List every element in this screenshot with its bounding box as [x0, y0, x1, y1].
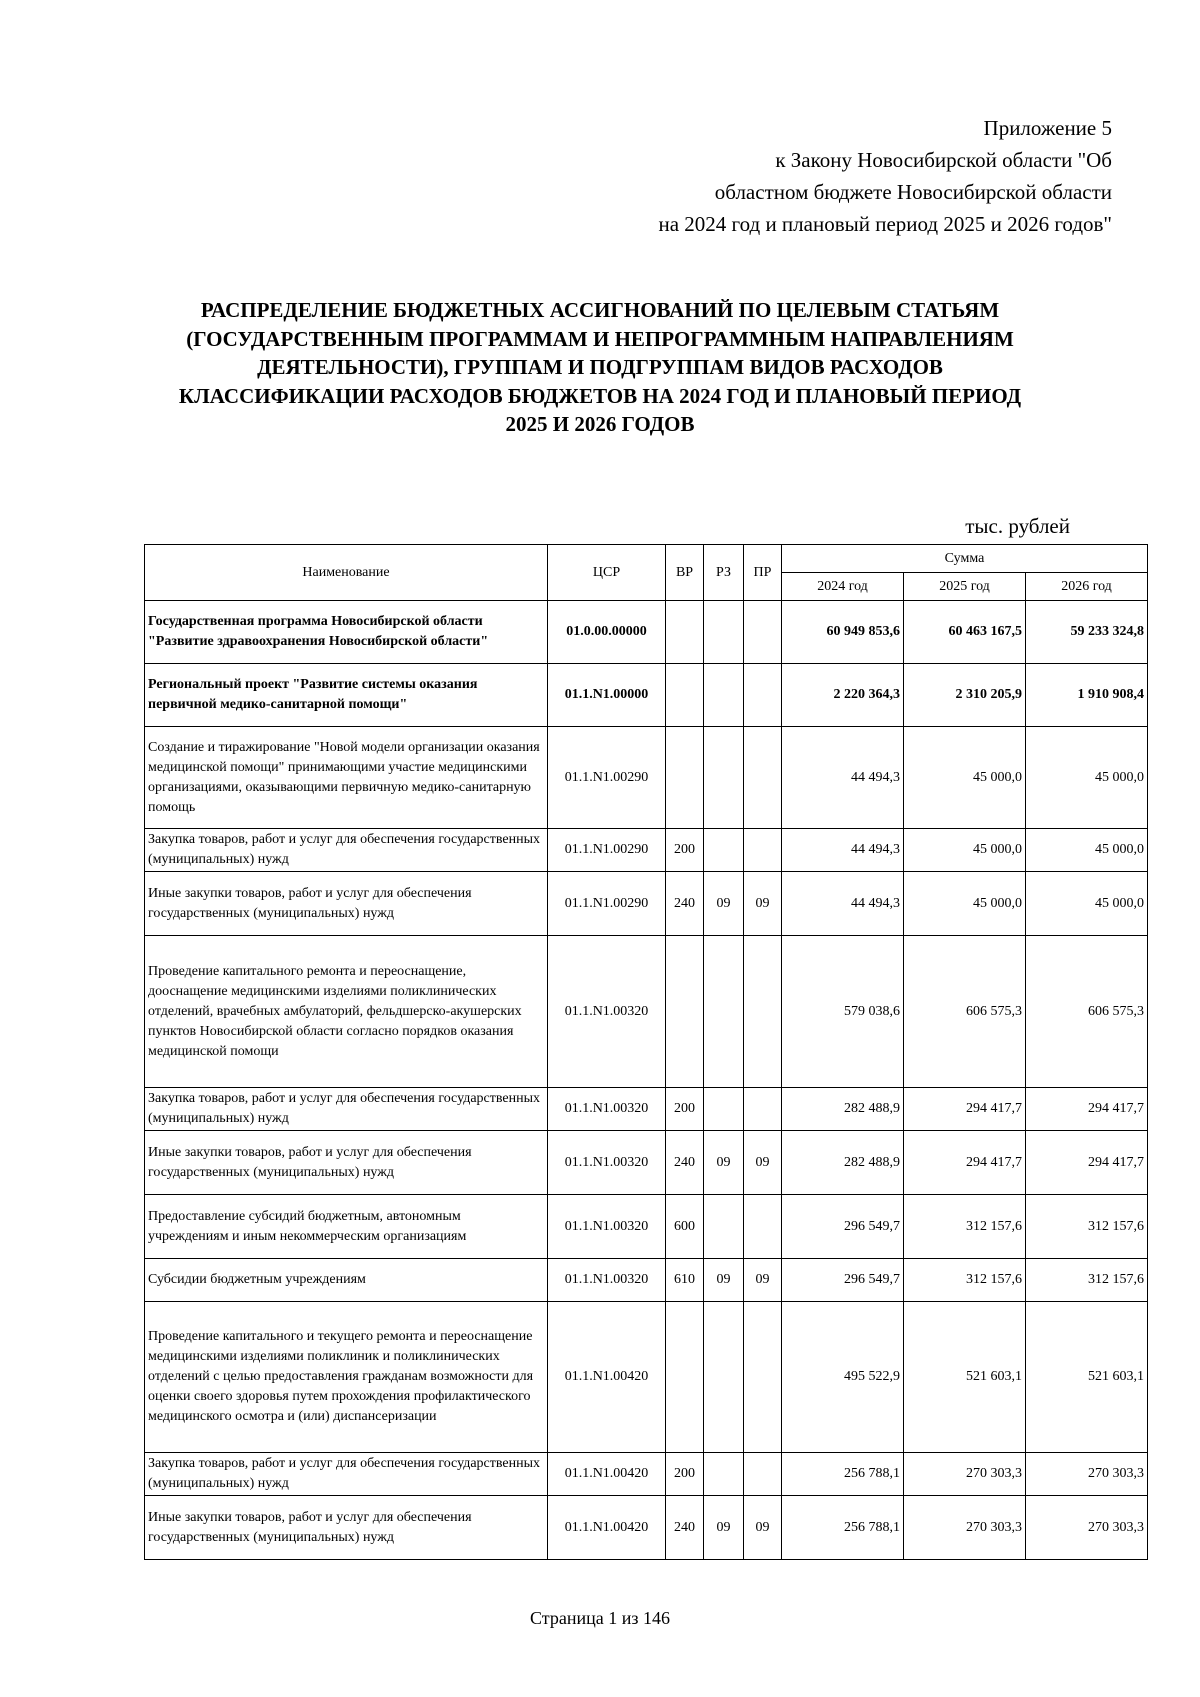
cell-name: Проведение капитального ремонта и переоснащение, дооснащение медицинскими изделиями поликлинических отделений, врачебных амбулаторий, фельдшерско-акушерских пунктов Новосибирской области согласно порядков оказания медицинской помощи: [145, 936, 548, 1088]
cell-2026: 1 910 908,4: [1026, 664, 1148, 727]
table-row: [145, 1259, 1148, 1302]
cell-vr: [666, 664, 704, 727]
header-sum: Сумма: [782, 545, 1148, 573]
cell-pr: 09: [744, 872, 782, 936]
budget-table: [144, 544, 1148, 1560]
cell-vr: [666, 727, 704, 829]
appendix-line: Приложение 5: [983, 116, 1112, 140]
cell-2024: 256 788,1: [782, 1496, 904, 1560]
cell-2026: 45 000,0: [1026, 727, 1148, 829]
cell-pr: [744, 1088, 782, 1131]
cell-pr: [744, 829, 782, 872]
cell-name: Проведение капитального и текущего ремонта и переоснащение медицинскими изделиями поликлиник и поликлинических отделений с целью предоставления гражданам возможности для оценки своего здоровья путем прохождения профилактического медицинского осмотра и (или) диспансеризации: [145, 1302, 548, 1453]
cell-csr: 01.1.N1.00290: [548, 829, 666, 872]
cell-2025: 294 417,7: [904, 1088, 1026, 1131]
cell-2025: 45 000,0: [904, 727, 1026, 829]
cell-2025: 45 000,0: [904, 829, 1026, 872]
cell-2026: 521 603,1: [1026, 1302, 1148, 1453]
header-year-2024: 2024 год: [782, 573, 904, 601]
cell-csr: 01.1.N1.00320: [548, 1195, 666, 1259]
cell-pr: 09: [744, 1496, 782, 1560]
appendix-line: областном бюджете Новосибирской области: [714, 180, 1112, 204]
cell-2025: 270 303,3: [904, 1453, 1026, 1496]
cell-vr: [666, 1302, 704, 1453]
cell-csr: 01.1.N1.00420: [548, 1496, 666, 1560]
cell-rz: 09: [704, 1496, 744, 1560]
cell-2024: 2 220 364,3: [782, 664, 904, 727]
table-row: [145, 1496, 1148, 1560]
table-row: [145, 1453, 1148, 1496]
table-row: [145, 936, 1148, 1088]
cell-vr: [666, 936, 704, 1088]
cell-rz: 09: [704, 1131, 744, 1195]
units-label: тыс. рублей: [965, 514, 1070, 538]
cell-2024: 44 494,3: [782, 829, 904, 872]
cell-pr: [744, 727, 782, 829]
cell-name: Закупка товаров, работ и услуг для обеспечения государственных (муниципальных) нужд: [145, 1088, 548, 1131]
table-row: [145, 601, 1148, 664]
cell-pr: [744, 601, 782, 664]
title-line: 2025 И 2026 ГОДОВ: [505, 412, 695, 436]
cell-2026: 294 417,7: [1026, 1131, 1148, 1195]
cell-2025: 45 000,0: [904, 872, 1026, 936]
cell-2025: 2 310 205,9: [904, 664, 1026, 727]
cell-name: Закупка товаров, работ и услуг для обеспечения государственных (муниципальных) нужд: [145, 1453, 548, 1496]
cell-rz: 09: [704, 1259, 744, 1302]
cell-2026: 312 157,6: [1026, 1195, 1148, 1259]
cell-rz: [704, 727, 744, 829]
title-line: ДЕЯТЕЛЬНОСТИ), ГРУППАМ И ПОДГРУППАМ ВИДОВ РАСХОДОВ: [257, 355, 943, 379]
cell-csr: 01.1.N1.00320: [548, 1259, 666, 1302]
cell-pr: [744, 1453, 782, 1496]
cell-2026: 312 157,6: [1026, 1259, 1148, 1302]
cell-pr: [744, 664, 782, 727]
cell-rz: [704, 1088, 744, 1131]
title-line: (ГОСУДАРСТВЕННЫМ ПРОГРАММАМ И НЕПРОГРАММНЫМ НАПРАВЛЕНИЯМ: [186, 326, 1014, 351]
cell-vr: 200: [666, 829, 704, 872]
cell-name: Государственная программа Новосибирской области "Развитие здравоохранения Новосибирской области": [145, 601, 548, 664]
cell-2026: 45 000,0: [1026, 829, 1148, 872]
table-row: [145, 1131, 1148, 1195]
cell-2024: 296 549,7: [782, 1195, 904, 1259]
header-rz: РЗ: [704, 545, 744, 601]
cell-2024: 44 494,3: [782, 727, 904, 829]
cell-name: Закупка товаров, работ и услуг для обеспечения государственных (муниципальных) нужд: [145, 829, 548, 872]
cell-vr: 200: [666, 1453, 704, 1496]
cell-csr: 01.1.N1.00420: [548, 1453, 666, 1496]
cell-2025: 521 603,1: [904, 1302, 1026, 1453]
cell-name: Региональный проект "Развитие системы оказания первичной медико-санитарной помощи": [145, 664, 548, 727]
table-row: [145, 1195, 1148, 1259]
cell-name: Создание и тиражирование "Новой модели организации оказания медицинской помощи" принимающими участие медицинскими организациями, оказывающими первичную медико-санитарную помощь: [145, 727, 548, 829]
cell-2024: 296 549,7: [782, 1259, 904, 1302]
cell-csr: 01.1.N1.00000: [548, 664, 666, 727]
appendix-line: на 2024 год и плановый период 2025 и 2026 годов": [658, 212, 1112, 236]
cell-2024: 495 522,9: [782, 1302, 904, 1453]
cell-2024: 579 038,6: [782, 936, 904, 1088]
cell-2025: 294 417,7: [904, 1131, 1026, 1195]
cell-2026: 59 233 324,8: [1026, 601, 1148, 664]
cell-vr: 240: [666, 1496, 704, 1560]
cell-2024: 282 488,9: [782, 1131, 904, 1195]
cell-vr: [666, 601, 704, 664]
cell-vr: 200: [666, 1088, 704, 1131]
cell-2025: 60 463 167,5: [904, 601, 1026, 664]
cell-csr: 01.1.N1.00320: [548, 1131, 666, 1195]
table-row: [145, 727, 1148, 829]
cell-pr: [744, 1302, 782, 1453]
table-row: [145, 829, 1148, 872]
header-vr: ВР: [666, 545, 704, 601]
cell-pr: 09: [744, 1259, 782, 1302]
cell-csr: 01.1.N1.00290: [548, 727, 666, 829]
cell-name: Иные закупки товаров, работ и услуг для обеспечения государственных (муниципальных) нужд: [145, 872, 548, 936]
cell-name: Предоставление субсидий бюджетным, автономным учреждениям и иным некоммерческим организациям: [145, 1195, 548, 1259]
header-year-2025: 2025 год: [904, 573, 1026, 601]
cell-2024: 60 949 853,6: [782, 601, 904, 664]
appendix-block: [658, 112, 1112, 240]
cell-rz: 09: [704, 872, 744, 936]
header-name: Наименование: [145, 545, 548, 601]
table-row: [145, 1302, 1148, 1453]
table-row: [145, 664, 1148, 727]
cell-csr: 01.1.N1.00290: [548, 872, 666, 936]
cell-rz: [704, 1453, 744, 1496]
page-number: Страница 1 из 146: [530, 1608, 670, 1628]
cell-2026: 270 303,3: [1026, 1496, 1148, 1560]
cell-vr: 240: [666, 872, 704, 936]
cell-2025: 312 157,6: [904, 1259, 1026, 1302]
header-csr: ЦСР: [548, 545, 666, 601]
table-row: [145, 1088, 1148, 1131]
document-title: [130, 296, 1070, 439]
cell-2024: 44 494,3: [782, 872, 904, 936]
header-year-2026: 2026 год: [1026, 573, 1148, 601]
cell-vr: 600: [666, 1195, 704, 1259]
cell-2025: 270 303,3: [904, 1496, 1026, 1560]
cell-2025: 606 575,3: [904, 936, 1026, 1088]
cell-pr: 09: [744, 1131, 782, 1195]
cell-pr: [744, 1195, 782, 1259]
cell-2024: 256 788,1: [782, 1453, 904, 1496]
cell-csr: 01.0.00.00000: [548, 601, 666, 664]
cell-2026: 294 417,7: [1026, 1088, 1148, 1131]
title-line: РАСПРЕДЕЛЕНИЕ БЮДЖЕТНЫХ АССИГНОВАНИЙ ПО ЦЕЛЕВЫМ СТАТЬЯМ: [200, 298, 1000, 322]
cell-2025: 312 157,6: [904, 1195, 1026, 1259]
cell-rz: [704, 936, 744, 1088]
cell-name: Иные закупки товаров, работ и услуг для обеспечения государственных (муниципальных) нужд: [145, 1496, 548, 1560]
appendix-line: к Закону Новосибирской области "Об: [775, 148, 1112, 172]
cell-csr: 01.1.N1.00420: [548, 1302, 666, 1453]
cell-2026: 606 575,3: [1026, 936, 1148, 1088]
cell-csr: 01.1.N1.00320: [548, 1088, 666, 1131]
cell-rz: [704, 829, 744, 872]
cell-rz: [704, 1302, 744, 1453]
cell-name: Субсидии бюджетным учреждениям: [145, 1259, 548, 1302]
title-line: КЛАССИФИКАЦИИ РАСХОДОВ БЮДЖЕТОВ НА 2024 ГОД И ПЛАНОВЫЙ ПЕРИОД: [178, 383, 1022, 408]
cell-pr: [744, 936, 782, 1088]
cell-vr: 240: [666, 1131, 704, 1195]
cell-rz: [704, 601, 744, 664]
cell-csr: 01.1.N1.00320: [548, 936, 666, 1088]
table-row: [145, 872, 1148, 936]
header-pr: ПР: [744, 545, 782, 601]
cell-rz: [704, 664, 744, 727]
cell-2026: 45 000,0: [1026, 872, 1148, 936]
cell-rz: [704, 1195, 744, 1259]
cell-2026: 270 303,3: [1026, 1453, 1148, 1496]
cell-vr: 610: [666, 1259, 704, 1302]
cell-2024: 282 488,9: [782, 1088, 904, 1131]
cell-name: Иные закупки товаров, работ и услуг для обеспечения государственных (муниципальных) нужд: [145, 1131, 548, 1195]
